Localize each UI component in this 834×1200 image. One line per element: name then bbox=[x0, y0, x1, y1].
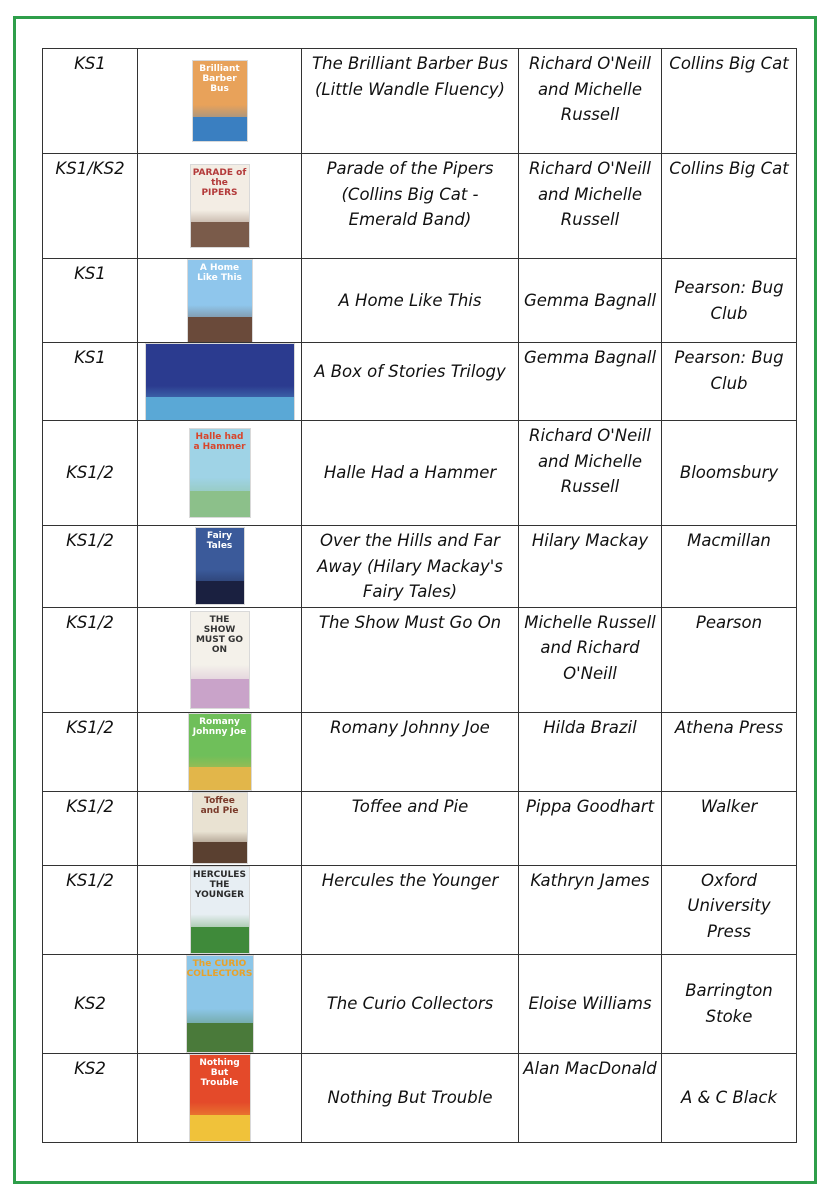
book-cover-image: PARADE of the PIPERS bbox=[191, 165, 249, 247]
key-stage: KS2 bbox=[43, 954, 138, 1053]
cover-cell bbox=[138, 1053, 302, 1142]
book-author: Richard O'Neill and Michelle Russell bbox=[519, 49, 662, 154]
table-row bbox=[43, 49, 797, 154]
key-stage: KS2 bbox=[43, 1053, 138, 1142]
key-stage: KS1 bbox=[43, 343, 138, 421]
book-cover-image: Fairy Tales bbox=[196, 528, 244, 604]
cover-cell bbox=[138, 421, 302, 526]
table-row bbox=[43, 954, 797, 1053]
book-publisher: Bloomsbury bbox=[662, 421, 797, 526]
book-cover-image: Brilliant Barber Bus bbox=[193, 61, 247, 141]
book-author: Pippa Goodhart bbox=[519, 791, 662, 865]
book-publisher: Athena Press bbox=[662, 712, 797, 791]
book-author: Richard O'Neill and Michelle Russell bbox=[519, 421, 662, 526]
table-row bbox=[43, 343, 797, 421]
key-stage: KS1 bbox=[43, 49, 138, 154]
book-title: Halle Had a Hammer bbox=[302, 421, 519, 526]
table-row bbox=[43, 712, 797, 791]
table-row bbox=[43, 1053, 797, 1142]
table-row bbox=[43, 421, 797, 526]
key-stage: KS1/2 bbox=[43, 421, 138, 526]
key-stage: KS1/2 bbox=[43, 526, 138, 608]
book-publisher: Oxford University Press bbox=[662, 865, 797, 954]
table-row bbox=[43, 259, 797, 343]
cover-cell bbox=[138, 712, 302, 791]
cover-cell bbox=[138, 607, 302, 712]
key-stage: KS1/2 bbox=[43, 607, 138, 712]
book-title: Nothing But Trouble bbox=[302, 1053, 519, 1142]
table-row bbox=[43, 865, 797, 954]
table-row bbox=[43, 526, 797, 608]
cover-cell bbox=[138, 259, 302, 343]
cover-cell bbox=[138, 865, 302, 954]
key-stage: KS1/2 bbox=[43, 865, 138, 954]
book-publisher: A & C Black bbox=[662, 1053, 797, 1142]
book-publisher: Pearson: Bug Club bbox=[662, 259, 797, 343]
book-publisher: Collins Big Cat bbox=[662, 49, 797, 154]
book-title: Over the Hills and Far Away (Hilary Mackay's Fairy Tales) bbox=[302, 526, 519, 608]
book-author: Kathryn James bbox=[519, 865, 662, 954]
book-cover-image bbox=[146, 344, 294, 420]
book-title: Toffee and Pie bbox=[302, 791, 519, 865]
cover-cell bbox=[138, 791, 302, 865]
book-cover-image: Romany Johnny Joe bbox=[189, 714, 251, 790]
book-publisher: Pearson: Bug Club bbox=[662, 343, 797, 421]
cover-cell bbox=[138, 954, 302, 1053]
cover-cell bbox=[138, 343, 302, 421]
book-author: Gemma Bagnall bbox=[519, 259, 662, 343]
book-author: Michelle Russell and Richard O'Neill bbox=[519, 607, 662, 712]
cover-cell bbox=[138, 49, 302, 154]
book-publisher: Walker bbox=[662, 791, 797, 865]
book-publisher: Macmillan bbox=[662, 526, 797, 608]
book-author: Eloise Williams bbox=[519, 954, 662, 1053]
book-title: A Box of Stories Trilogy bbox=[302, 343, 519, 421]
key-stage: KS1/KS2 bbox=[43, 154, 138, 259]
book-title: A Home Like This bbox=[302, 259, 519, 343]
book-cover-image: Halle had a Hammer bbox=[190, 429, 250, 517]
book-title: Romany Johnny Joe bbox=[302, 712, 519, 791]
book-title: Parade of the Pipers (Collins Big Cat - Emerald Band) bbox=[302, 154, 519, 259]
book-author: Richard O'Neill and Michelle Russell bbox=[519, 154, 662, 259]
book-author: Hilda Brazil bbox=[519, 712, 662, 791]
book-title: The Curio Collectors bbox=[302, 954, 519, 1053]
key-stage: KS1/2 bbox=[43, 791, 138, 865]
book-publisher: Barrington Stoke bbox=[662, 954, 797, 1053]
book-cover-image: HERCULES THE YOUNGER bbox=[191, 867, 249, 953]
book-cover-image: Nothing But Trouble bbox=[190, 1055, 250, 1141]
book-title: The Brilliant Barber Bus (Little Wandle Fluency) bbox=[302, 49, 519, 154]
book-cover-image: Toffee and Pie bbox=[193, 793, 247, 863]
book-list-table bbox=[42, 48, 797, 1143]
book-title: Hercules the Younger bbox=[302, 865, 519, 954]
key-stage: KS1/2 bbox=[43, 712, 138, 791]
book-author: Gemma Bagnall bbox=[519, 343, 662, 421]
key-stage: KS1 bbox=[43, 259, 138, 343]
table-row bbox=[43, 607, 797, 712]
book-cover-image: THE SHOW MUST GO ON bbox=[191, 612, 249, 708]
cover-cell bbox=[138, 526, 302, 608]
cover-cell bbox=[138, 154, 302, 259]
book-author: Hilary Mackay bbox=[519, 526, 662, 608]
book-publisher: Pearson bbox=[662, 607, 797, 712]
book-publisher: Collins Big Cat bbox=[662, 154, 797, 259]
book-cover-image: A Home Like This bbox=[188, 260, 252, 342]
table-row bbox=[43, 154, 797, 259]
book-cover-image: The CURIO COLLECTORS bbox=[187, 956, 253, 1052]
book-author: Alan MacDonald bbox=[519, 1053, 662, 1142]
book-title: The Show Must Go On bbox=[302, 607, 519, 712]
table-row bbox=[43, 791, 797, 865]
